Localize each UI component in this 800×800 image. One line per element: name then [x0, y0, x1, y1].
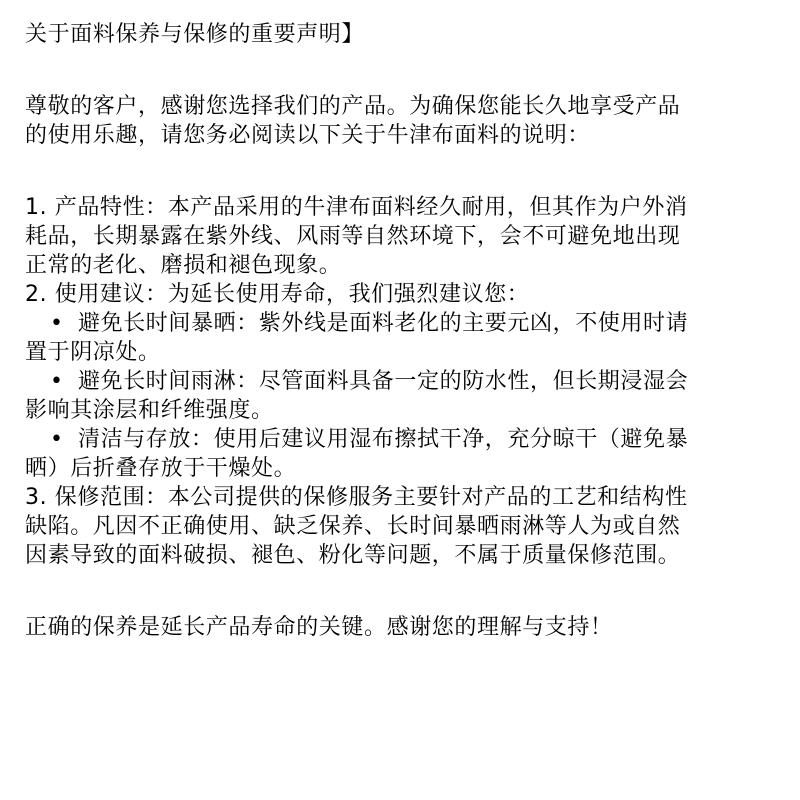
section2-heading: 2. 使用建议：为延长使用寿命，我们强烈建议您： [25, 282, 530, 307]
bullet-icon: • [50, 427, 64, 452]
spacer [25, 150, 795, 193]
intro-line-2: 的使用乐趣，请您务必阅读以下关于牛津布面料的说明： [25, 123, 591, 148]
bullet-continuation: 晒）后折叠存放于干燥处。 [25, 456, 297, 481]
spacer [25, 570, 795, 613]
section1-line-2: 耗品，长期暴露在紫外线、风雨等自然环境下，会不可避免地出现 [25, 224, 681, 249]
bullet-text: 清洁与存放：使用后建议用湿布擦拭干净，充分晾干（避免暴 [78, 427, 689, 452]
section1-line-1: 1. 产品特性：本产品采用的牛津布面料经久耐用，但其作为户外消 [25, 195, 688, 220]
section3-line-3: 因素导致的面料破损、褪色、粉化等问题，不属于质量保修范围。 [25, 543, 681, 568]
bullet-icon: • [50, 369, 64, 394]
bullet-text: 避免长时间暴晒：紫外线是面料老化的主要元凶，不使用时请 [78, 311, 689, 336]
section1-line-3: 正常的老化、磨损和褪色现象。 [25, 253, 342, 278]
bullet-continuation: 影响其涂层和纤维强度。 [25, 398, 274, 423]
section3-line-1: 3. 保修范围：本公司提供的保修服务主要针对产品的工艺和结构性 [25, 485, 688, 510]
notice-title: 关于面料保养与保修的重要声明】 [25, 22, 365, 47]
closing-line: 正确的保养是延长产品寿命的关键。感谢您的理解与支持！ [25, 615, 613, 640]
intro-line-1: 尊敬的客户，感谢您选择我们的产品。为确保您能长久地享受产品 [25, 94, 681, 119]
notice-document [25, 20, 795, 642]
bullet-item-rain [25, 367, 795, 396]
bullet-item-sun [25, 309, 795, 338]
bullet-text: 避免长时间雨淋：尽管面料具备一定的防水性，但长期浸湿会 [78, 369, 689, 394]
spacer [25, 49, 795, 92]
bullet-item-clean [25, 425, 795, 454]
bullet-continuation: 置于阴凉处。 [25, 340, 161, 365]
bullet-icon: • [50, 311, 64, 336]
section3-line-2: 缺陷。凡因不正确使用、缺乏保养、长时间暴晒雨淋等人为或自然 [25, 514, 681, 539]
